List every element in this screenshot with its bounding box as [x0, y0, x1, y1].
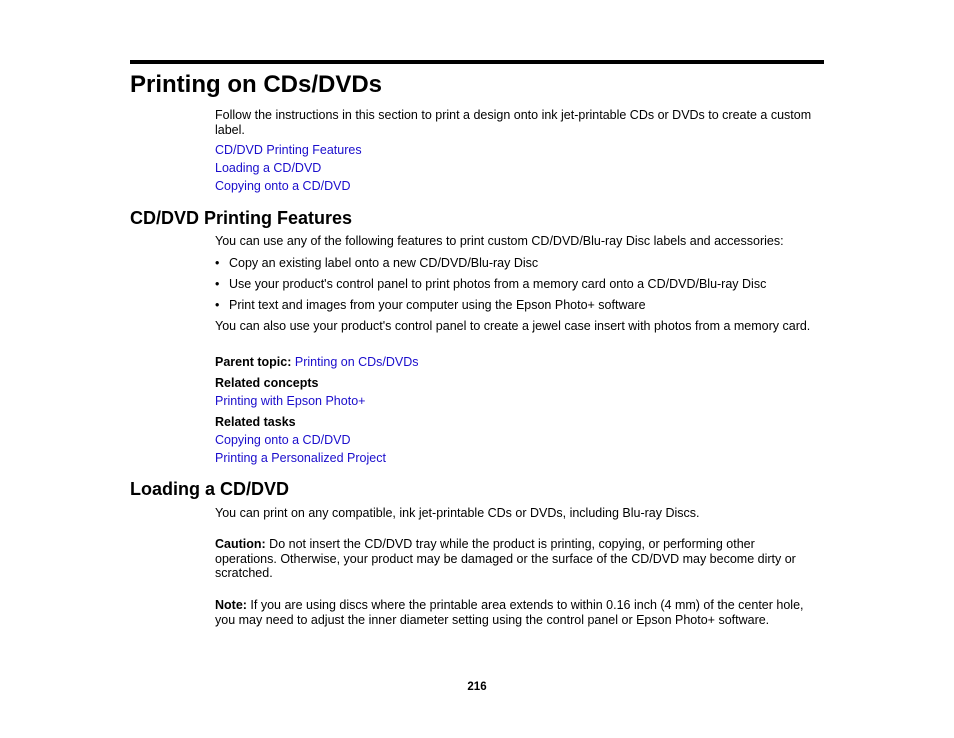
- link-loading-cd-dvd[interactable]: Loading a CD/DVD: [215, 161, 322, 175]
- caution-text: Do not insert the CD/DVD tray while the product is printing, copying, or performing other operations. Otherwise, your product may be damaged or the surface of the CD/DVD may become dirty or scratched.: [215, 537, 796, 580]
- bullet-icon: •: [215, 298, 220, 312]
- list-item-text: Copy an existing label onto a new CD/DVD/Blu-ray Disc: [229, 256, 539, 270]
- features-also-paragraph: You can also use your product's control panel to create a jewel case insert with photos from a memory card.: [215, 319, 811, 333]
- features-intro: You can use any of the following features to print custom CD/DVD/Blu-ray Disc labels and accessories:: [215, 234, 784, 248]
- note-paragraph: [215, 598, 820, 627]
- link-parent-topic[interactable]: Printing on CDs/DVDs: [294, 355, 419, 369]
- loading-intro: You can print on any compatible, ink jet-printable CDs or DVDs, including Blu-ray Discs.: [215, 506, 700, 520]
- list-item-text: Use your product's control panel to print photos from a memory card onto a CD/DVD/Blu-ray Disc: [229, 277, 767, 291]
- link-printing-with-epson-photo[interactable]: Printing with Epson Photo+: [215, 394, 366, 408]
- link-copying-onto-cd-dvd[interactable]: Copying onto a CD/DVD: [215, 179, 351, 193]
- parent-topic-label: Parent topic:: [215, 355, 292, 369]
- caution-label: Caution:: [215, 537, 266, 551]
- link-copying-onto-cd-dvd-task[interactable]: Copying onto a CD/DVD: [215, 433, 351, 447]
- parent-topic-line: [215, 355, 820, 370]
- caution-paragraph: [215, 537, 820, 581]
- link-cd-dvd-printing-features[interactable]: CD/DVD Printing Features: [215, 143, 362, 157]
- bullet-icon: •: [215, 277, 220, 291]
- list-item: [215, 298, 646, 313]
- heading-printing-features: CD/DVD Printing Features: [130, 208, 353, 228]
- link-printing-personalized-project[interactable]: Printing a Personalized Project: [215, 451, 386, 465]
- list-item: [215, 256, 538, 271]
- page-number: 216: [467, 681, 487, 693]
- note-label: Note:: [215, 598, 247, 612]
- bullet-icon: •: [215, 256, 220, 270]
- list-item: [215, 277, 766, 292]
- list-item-text: Print text and images from your computer using the Epson Photo+ software: [229, 298, 646, 312]
- header-rule: [130, 60, 824, 64]
- heading-loading-cd-dvd: Loading a CD/DVD: [130, 479, 290, 499]
- related-tasks-label: Related tasks: [215, 415, 296, 429]
- page-title: Printing on CDs/DVDs: [130, 71, 383, 98]
- note-text: If you are using discs where the printable area extends to within 0.16 inch (4 mm) of the center hole, you may need to adjust the inner diameter setting using the control panel or Epson Photo+ software.: [215, 598, 804, 627]
- intro-paragraph: Follow the instructions in this section to print a design onto ink jet-printable CDs or DVDs to create a custom label.: [215, 108, 812, 137]
- related-concepts-label: Related concepts: [215, 376, 319, 390]
